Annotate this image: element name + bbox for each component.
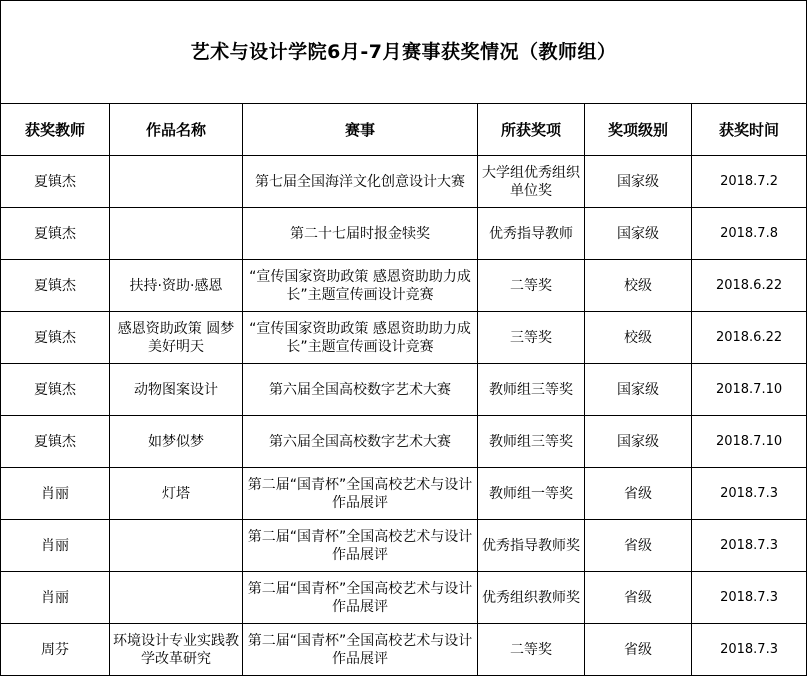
table-row [1,208,807,260]
cell-contest: “宣传国家资助政策 感恩资助助力成长”主题宣传画设计竞赛 [243,312,478,364]
cell-date: 2018.7.3 [692,468,807,520]
cell-level: 国家级 [585,416,692,468]
cell-teacher: 夏镇杰 [1,364,110,416]
cell-date: 2018.6.22 [692,260,807,312]
cell-teacher: 夏镇杰 [1,208,110,260]
table-row [1,260,807,312]
cell-teacher: 周芬 [1,624,110,676]
cell-award: 大学组优秀组织单位奖 [478,156,585,208]
cell-date: 2018.6.22 [692,312,807,364]
cell-level: 校级 [585,312,692,364]
cell-contest: 第六届全国高校数字艺术大赛 [243,364,478,416]
cell-award: 二等奖 [478,624,585,676]
title-row [1,1,807,104]
cell-award: 教师组一等奖 [478,468,585,520]
cell-work [110,208,243,260]
cell-date: 2018.7.8 [692,208,807,260]
cell-date: 2018.7.3 [692,572,807,624]
header-level: 奖项级别 [585,104,692,156]
cell-work [110,520,243,572]
cell-level: 省级 [585,468,692,520]
cell-contest: 第二届“国青杯”全国高校艺术与设计作品展评 [243,468,478,520]
cell-work: 动物图案设计 [110,364,243,416]
cell-level: 国家级 [585,208,692,260]
header-teacher: 获奖教师 [1,104,110,156]
cell-level: 省级 [585,520,692,572]
cell-work [110,572,243,624]
cell-teacher: 肖丽 [1,468,110,520]
cell-contest: 第六届全国高校数字艺术大赛 [243,416,478,468]
cell-date: 2018.7.10 [692,364,807,416]
header-work: 作品名称 [110,104,243,156]
cell-award: 优秀指导教师 [478,208,585,260]
cell-work [110,156,243,208]
cell-work: 灯塔 [110,468,243,520]
cell-level: 省级 [585,572,692,624]
cell-level: 国家级 [585,156,692,208]
cell-teacher: 肖丽 [1,520,110,572]
cell-work: 环境设计专业实践教学改革研究 [110,624,243,676]
cell-work: 如梦似梦 [110,416,243,468]
cell-level: 校级 [585,260,692,312]
table-row [1,520,807,572]
cell-contest: 第七届全国海洋文化创意设计大赛 [243,156,478,208]
cell-date: 2018.7.3 [692,624,807,676]
table-row [1,416,807,468]
cell-teacher: 肖丽 [1,572,110,624]
header-row [1,104,807,156]
cell-work: 感恩资助政策 圆梦美好明天 [110,312,243,364]
cell-teacher: 夏镇杰 [1,260,110,312]
cell-award: 二等奖 [478,260,585,312]
cell-date: 2018.7.2 [692,156,807,208]
table-row [1,468,807,520]
cell-award: 三等奖 [478,312,585,364]
table-row [1,624,807,676]
cell-teacher: 夏镇杰 [1,312,110,364]
cell-award: 优秀组织教师奖 [478,572,585,624]
table-row [1,156,807,208]
cell-date: 2018.7.3 [692,520,807,572]
table-row [1,312,807,364]
cell-contest: 第二十七届时报金犊奖 [243,208,478,260]
cell-award: 优秀指导教师奖 [478,520,585,572]
cell-teacher: 夏镇杰 [1,416,110,468]
cell-contest: 第二届“国青杯”全国高校艺术与设计作品展评 [243,624,478,676]
table-row [1,364,807,416]
cell-level: 省级 [585,624,692,676]
cell-work: 扶持·资助·感恩 [110,260,243,312]
cell-level: 国家级 [585,364,692,416]
cell-contest: 第二届“国青杯”全国高校艺术与设计作品展评 [243,520,478,572]
header-date: 获奖时间 [692,104,807,156]
cell-award: 教师组三等奖 [478,416,585,468]
cell-contest: 第二届“国青杯”全国高校艺术与设计作品展评 [243,572,478,624]
header-award: 所获奖项 [478,104,585,156]
cell-teacher: 夏镇杰 [1,156,110,208]
header-contest: 赛事 [243,104,478,156]
cell-contest: “宣传国家资助政策 感恩资助助力成长”主题宣传画设计竞赛 [243,260,478,312]
cell-date: 2018.7.10 [692,416,807,468]
page-title: 艺术与设计学院6月-7月赛事获奖情况（教师组） [1,1,807,104]
cell-award: 教师组三等奖 [478,364,585,416]
table-row [1,572,807,624]
